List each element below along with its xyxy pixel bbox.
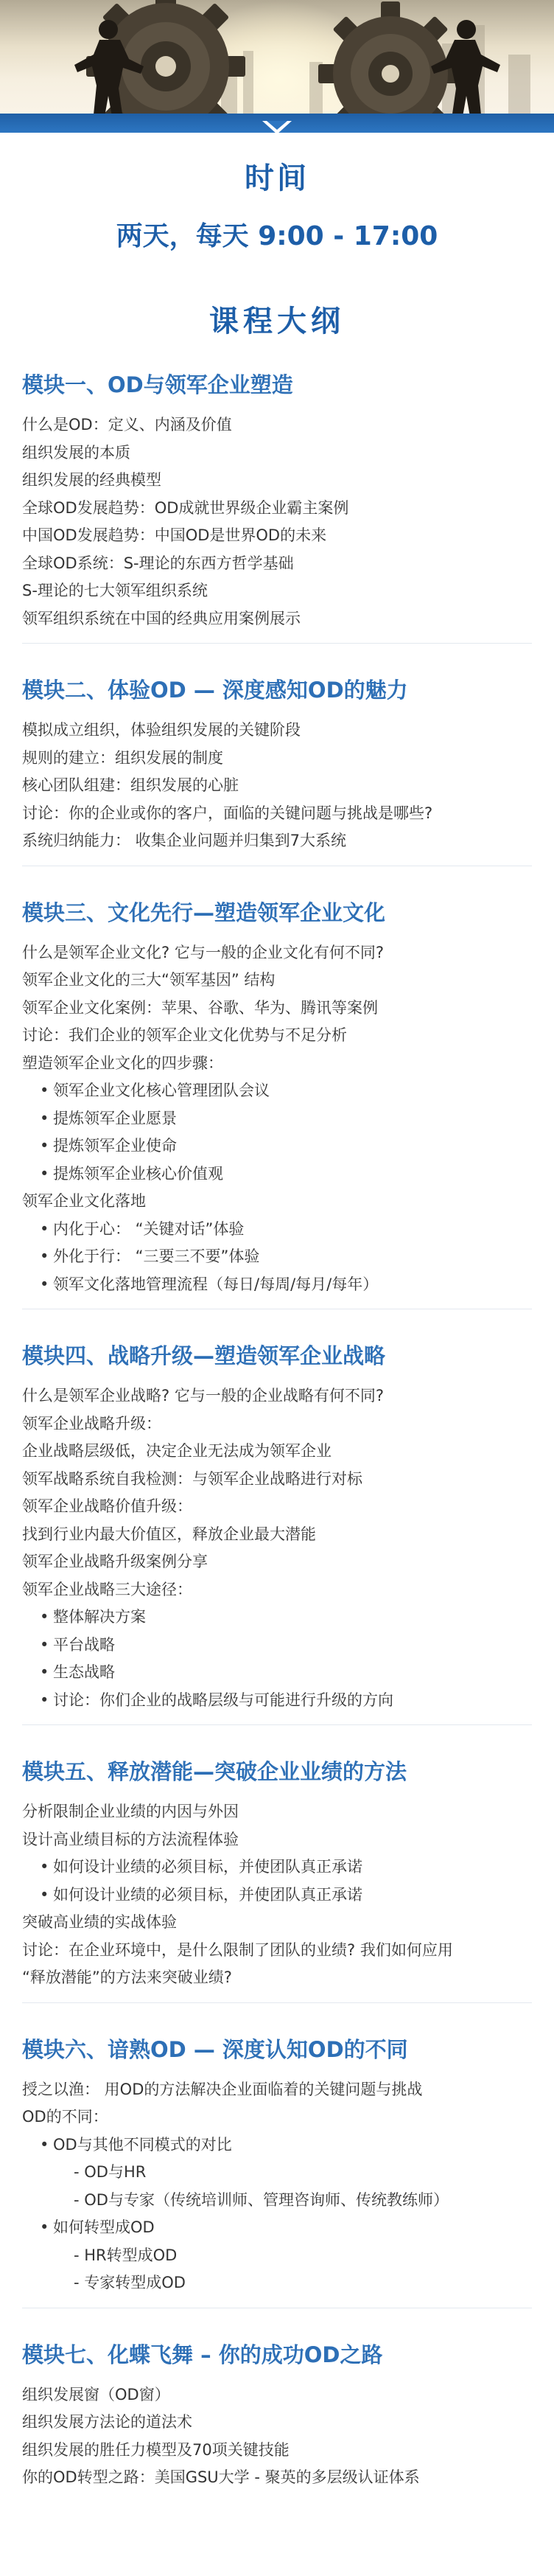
outline-item-text: 领军企业文化核心管理团队会议 — [53, 1082, 270, 1099]
outline-subitem — [40, 1690, 393, 1710]
outline-item-text: 设计高业绩目标的方法流程体验 — [22, 1830, 239, 1848]
outline-item-text: 核心团队组建：组织发展的心脏 — [22, 776, 239, 794]
outline-subitem — [40, 1108, 177, 1129]
outline-subitem — [74, 2245, 177, 2266]
outline-item — [22, 2440, 290, 2460]
outline-item — [22, 1940, 453, 1960]
outline-item-text: “释放潜能”的方法来突破业绩? — [22, 1968, 232, 1986]
outline-item-text: 中国OD发展趋势：中国OD是世界OD的未来 — [22, 526, 327, 544]
section-divider — [22, 643, 532, 644]
outline-item — [22, 1413, 161, 1434]
outline-item-text: 提炼领军企业使命 — [53, 1137, 177, 1155]
outline-item-text: 组织发展方法论的道法术 — [22, 2413, 192, 2431]
outline-item — [22, 970, 275, 990]
outline-item-text: 领军企业战略升级： — [22, 1414, 161, 1433]
outline-subitem — [40, 1274, 378, 1295]
module-title: 模块三、文化先行—塑造领军企业文化 — [22, 899, 386, 925]
outline-item-text: 塑造领军企业文化的四步骤： — [22, 1054, 223, 1072]
outline-subitem — [40, 1080, 270, 1101]
outline-item — [22, 442, 130, 463]
outline-item-text: 什么是领军企业战略? 它与一般的企业战略有何不同? — [22, 1387, 384, 1404]
outline-item — [22, 775, 239, 796]
outline-item-text: 系统归纳能力： 收集企业问题并归集到7大系统 — [22, 832, 347, 849]
outline-item-text: 组织发展的本质 — [22, 443, 130, 462]
bullet-icon: • — [40, 2135, 49, 2154]
outline-item — [22, 608, 301, 629]
skyline-building — [508, 55, 530, 114]
outline-item-text: 讨论：在企业环境中，是什么限制了团队的业绩? 我们如何应用 — [22, 1940, 453, 1959]
outline-item — [22, 2412, 192, 2432]
outline-item — [22, 748, 223, 768]
outline-item-text: 领军企业文化落地 — [22, 1192, 146, 1210]
outline-item — [22, 498, 348, 518]
outline-subitem — [74, 2190, 449, 2210]
outline-item — [22, 1829, 239, 1850]
section-divider — [22, 1724, 532, 1725]
outline-item-text: 你的OD转型之路：美国GSU大学 - 聚英的多层级认证体系 — [22, 2468, 420, 2486]
bullet-icon: • — [40, 1219, 49, 1238]
outline-item-text: 如何转型成OD — [53, 2218, 155, 2236]
outline-item — [22, 1967, 232, 1988]
outline-item — [22, 1441, 332, 1461]
outline-item — [22, 2106, 108, 2127]
outline-item-text: 讨论：你们企业的战略层级与可能进行升级的方向 — [53, 1691, 393, 1709]
outline-item-text: 组织发展窗（OD窗） — [22, 2385, 170, 2403]
outline-item — [22, 1191, 146, 1211]
outline-item — [22, 1912, 177, 1932]
module-title: 模块五、释放潜能—突破企业业绩的方法 — [22, 1759, 407, 1784]
outline-item-text: 讨论：你的企业或你的客户，面临的关键问题与挑战是哪些? — [22, 804, 433, 822]
module-title: 模块四、战略升级—塑造领军企业战略 — [22, 1343, 386, 1368]
outline-item — [22, 1053, 223, 1073]
bullet-icon: • — [40, 1137, 49, 1155]
outline-subitem — [40, 1606, 146, 1627]
outline-subitem — [40, 1884, 362, 1905]
bullet-icon: • — [40, 1109, 49, 1127]
outline-item — [22, 1801, 239, 1822]
outline-item-text: 整体解决方案 — [53, 1608, 146, 1626]
outline-item-text: 领军文化落地管理流程（每日/每周/每月/每年） — [53, 1275, 379, 1293]
outline-item-text: 如何设计业绩的必须目标，并使团队真正承诺 — [53, 1885, 362, 1904]
header-banner-image — [0, 0, 554, 133]
bullet-icon: • — [40, 1247, 49, 1265]
outline-item-text: 领军企业战略三大途径： — [22, 1580, 192, 1598]
outline-item-text: 找到行业内最大价值区，释放企业最大潜能 — [22, 1525, 316, 1543]
outline-subitem — [40, 2134, 232, 2155]
outline-item-text: 领军企业文化的三大“领军基因” 结构 — [22, 971, 276, 989]
outline-item-text: OD的不同： — [22, 2108, 108, 2126]
outline-item — [22, 1496, 192, 1517]
bullet-icon: • — [40, 2218, 49, 2236]
outline-item — [22, 1524, 316, 1545]
outline-item-text: 全球OD系统：S-理论的东西方哲学基础 — [22, 554, 294, 572]
outline-subitem — [40, 2217, 155, 2238]
course-outline-heading: 课程大纲 — [209, 304, 345, 338]
outline-item — [22, 580, 208, 601]
outline-item-text: 外化于行： “三要三不要”体验 — [53, 1247, 260, 1265]
outline-item-text: 领军组织系统在中国的经典应用案例展示 — [22, 609, 301, 627]
bullet-icon: • — [40, 1691, 49, 1709]
outline-item-text: 授之以渔： 用OD的方法解决企业面临着的关键问题与挑战 — [22, 2080, 423, 2098]
outline-item-text: 组织发展的胜任力模型及70项关键技能 — [22, 2440, 290, 2459]
outline-item — [22, 470, 161, 490]
outline-subitem — [40, 1135, 177, 1156]
outline-item — [22, 720, 301, 740]
outline-item — [22, 1551, 208, 1572]
outline-item-text: - OD与HR — [74, 2163, 147, 2181]
outline-item-text: 组织发展的经典模型 — [22, 471, 161, 489]
bullet-icon: • — [40, 1082, 49, 1099]
outline-item-text: 突破高业绩的实战体验 — [22, 1913, 177, 1931]
bullet-icon: • — [40, 1608, 49, 1626]
outline-item — [22, 2079, 422, 2100]
bullet-icon: • — [40, 1858, 49, 1876]
down-arrow-inner — [267, 121, 287, 130]
outline-item-text: 企业战略层级低，决定企业无法成为领军企业 — [22, 1442, 332, 1460]
outline-item-text: 什么是OD：定义、内涵及价值 — [22, 416, 232, 434]
outline-item — [22, 1025, 347, 1045]
outline-item-text: 分析限制企业业绩的内因与外因 — [22, 1803, 239, 1820]
outline-item — [22, 1469, 362, 1489]
bullet-icon: • — [40, 1635, 49, 1654]
outline-item-text: 领军企业战略升级案例分享 — [22, 1553, 208, 1570]
bullet-icon: • — [40, 1663, 49, 1681]
outline-subitem — [74, 2272, 186, 2293]
outline-item-text: 生态战略 — [53, 1663, 115, 1681]
outline-subitem — [40, 1219, 244, 1239]
outline-item-text: 提炼领军企业核心价值观 — [53, 1164, 223, 1183]
time-heading: 时间 — [245, 161, 309, 195]
outline-item-text: 平台战略 — [53, 1635, 115, 1654]
outline-item-text: 领军企业文化案例：苹果、谷歌、华为、腾讯等案例 — [22, 998, 378, 1017]
outline-item — [22, 1385, 384, 1406]
outline-subitem — [74, 2162, 146, 2182]
outline-item-text: 如何设计业绩的必须目标，并使团队真正承诺 — [53, 1858, 362, 1876]
outline-item-text: 规则的建立：组织发展的制度 — [22, 748, 223, 767]
outline-subitem — [40, 1856, 362, 1877]
outline-item-text: 讨论：我们企业的领军企业文化优势与不足分析 — [22, 1026, 347, 1044]
bullet-icon: • — [40, 1275, 49, 1293]
outline-subitem — [40, 1163, 223, 1184]
outline-item — [22, 998, 378, 1018]
outline-item — [22, 942, 384, 963]
outline-item — [22, 830, 346, 851]
outline-item-text: 什么是领军企业文化? 它与一般的企业文化有何不同? — [22, 943, 384, 961]
time-schedule: 两天，每天 9:00 - 17:00 — [116, 221, 438, 251]
outline-item-text: 提炼领军企业愿景 — [53, 1109, 177, 1127]
module-title: 模块一、OD与领军企业塑造 — [22, 372, 293, 397]
module-title: 模块七、化蝶飞舞 – 你的成功OD之路 — [22, 2342, 383, 2367]
outline-item-text: 全球OD发展趋势：OD成就世界级企业霸主案例 — [22, 498, 349, 517]
module-title: 模块二、体验OD — 深度感知OD的魅力 — [22, 678, 408, 703]
bullet-icon: • — [40, 1885, 49, 1904]
outline-item-text: 领军战略系统自我检测：与领军企业战略进行对标 — [22, 1469, 362, 1488]
outline-item — [22, 525, 326, 546]
outline-item-text: 模拟成立组织，体验组织发展的关键阶段 — [22, 721, 301, 739]
outline-item-text: S-理论的七大领军组织系统 — [22, 582, 208, 599]
bullet-icon: • — [40, 1164, 49, 1183]
outline-item-text: 内化于心： “关键对话”体验 — [53, 1219, 245, 1238]
outline-item-text: 领军企业战略价值升级： — [22, 1497, 192, 1515]
outline-item-text: - HR转型成OD — [74, 2246, 178, 2264]
section-divider — [22, 2002, 532, 2003]
outline-item-text: OD与其他不同模式的对比 — [53, 2135, 232, 2154]
outline-item — [22, 1579, 192, 1600]
outline-item — [22, 2384, 170, 2405]
outline-item — [22, 2467, 420, 2488]
outline-item — [22, 803, 432, 824]
outline-subitem — [40, 1635, 115, 1655]
module-title: 模块六、谙熟OD — 深度认知OD的不同 — [22, 2036, 408, 2062]
outline-item-text: - OD与专家（传统培训师、管理咨询师、传统教练师） — [74, 2190, 449, 2209]
outline-subitem — [40, 1662, 115, 1682]
outline-item — [22, 553, 294, 574]
outline-item-text: - 专家转型成OD — [74, 2274, 186, 2291]
outline-item — [22, 414, 232, 435]
outline-subitem — [40, 1246, 259, 1267]
